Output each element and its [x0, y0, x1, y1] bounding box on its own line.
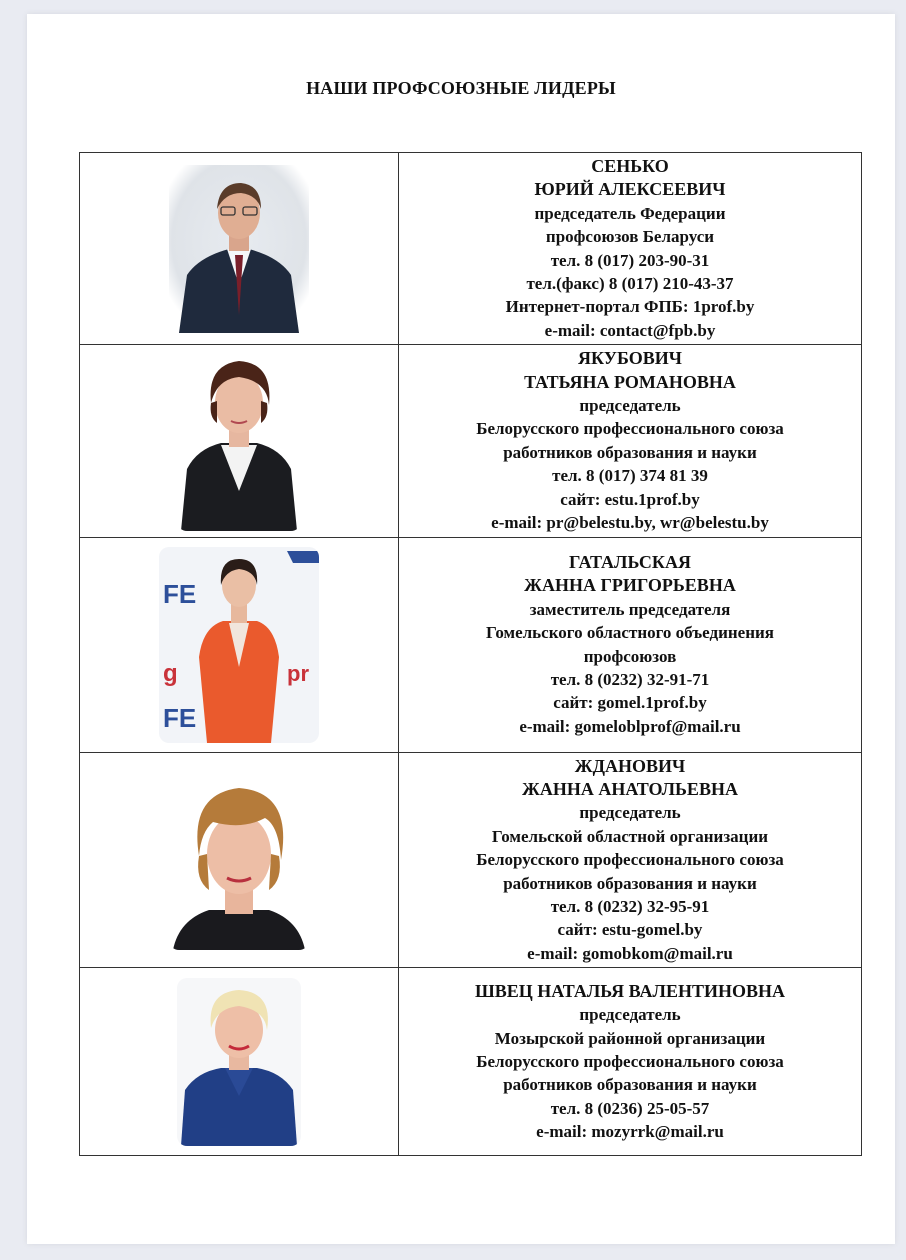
svg-text:g: g — [163, 659, 178, 687]
leader-website: сайт: gomel.1prof.by — [553, 693, 707, 713]
svg-text:FE: FE — [163, 578, 197, 609]
leader-phone: тел. 8 (0236) 25-05-57 — [550, 1098, 710, 1118]
leader-email: e-mail: contact@fpb.by — [544, 320, 716, 340]
leader-position: председатель — [579, 396, 681, 416]
leader-position: работников образования и науки — [503, 873, 757, 893]
photo-cell — [80, 345, 399, 537]
table-row — [80, 345, 862, 537]
leader-phone: тел. 8 (017) 203-90-31 — [550, 250, 710, 270]
leader-website: Интернет-портал ФПБ: 1prof.by — [505, 297, 755, 317]
leader-email: e-mail: gomobkom@mail.ru — [527, 943, 733, 963]
leader-position: профсоюзов Беларуси — [545, 227, 715, 247]
leader-given-name: ТАТЬЯНА РОМАНОВНА — [524, 371, 736, 392]
leader-fax: тел.(факс) 8 (017) 210-43-37 — [526, 274, 734, 294]
leader-position: профсоюзов — [583, 646, 677, 666]
leader-position: Гомельской областной организации — [491, 826, 769, 846]
leader-position: заместитель председателя — [529, 599, 731, 619]
photo-cell — [80, 752, 399, 968]
leader-info — [399, 345, 862, 537]
leader-given-name: ЮРИЙ АЛЕКСЕЕВИЧ — [534, 179, 726, 200]
leader-position: работников образования и науки — [503, 442, 757, 462]
woman-portrait-photo — [177, 978, 301, 1146]
leader-given-name: ЖАННА АНАТОЛЬЕВНА — [522, 778, 738, 799]
document-page — [27, 14, 895, 1244]
leaders-table — [79, 152, 862, 1156]
table-row — [80, 537, 862, 752]
leader-info — [399, 153, 862, 345]
leader-position: председатель — [579, 803, 681, 823]
photo-cell — [80, 537, 399, 752]
leader-surname: ЖДАНОВИЧ — [574, 755, 686, 776]
woman-portrait-photo — [177, 351, 301, 531]
leader-position: Мозырской районной организации — [494, 1028, 766, 1048]
photo-cell — [80, 153, 399, 345]
leader-phone: тел. 8 (017) 374 81 39 — [552, 466, 708, 486]
leader-position: Белорусского профессионального союза — [476, 850, 784, 870]
leader-website: сайт: estu.1prof.by — [560, 489, 700, 509]
leader-surname: СЕНЬКО — [591, 156, 669, 176]
leader-full-name: ШВЕЦ НАТАЛЬЯ ВАЛЕНТИНОВНА — [475, 980, 785, 1001]
page-title: НАШИ ПРОФСОЮЗНЫЕ ЛИДЕРЫ — [306, 78, 616, 98]
leader-phone: тел. 8 (0232) 32-91-71 — [550, 669, 710, 689]
leader-position: Белорусского профессионального союза — [476, 1051, 784, 1071]
leader-info — [399, 968, 862, 1156]
woman-portrait-photo — [169, 770, 309, 950]
leader-position: Гомельского областного объединения — [486, 623, 774, 643]
leader-website: сайт: estu-gomel.by — [557, 920, 703, 940]
leader-email: e-mail: pr@belestu.by, wr@belestu.by — [491, 513, 769, 533]
leader-phone: тел. 8 (0232) 32-95-91 — [550, 896, 710, 916]
table-row — [80, 153, 862, 345]
svg-text:pr: pr — [287, 660, 309, 686]
photo-cell — [80, 968, 399, 1156]
man-portrait-photo — [169, 165, 309, 333]
leader-email: e-mail: mozyrrk@mail.ru — [536, 1122, 724, 1142]
svg-text:FE: FE — [163, 702, 197, 733]
leader-position: председатель Федерации — [534, 203, 726, 223]
table-row — [80, 968, 862, 1156]
leader-position: работников образования и науки — [503, 1075, 757, 1095]
leader-surname: ЯКУБОВИЧ — [578, 348, 682, 369]
table-row — [80, 752, 862, 968]
leader-position: председатель — [579, 1005, 681, 1025]
leader-given-name: ЖАННА ГРИГОРЬЕВНА — [524, 575, 736, 596]
leader-email: e-mail: gomeloblprof@mail.ru — [519, 716, 741, 736]
leader-info — [399, 537, 862, 752]
leader-position: Белорусского профессионального союза — [476, 419, 784, 439]
woman-portrait-photo — [159, 547, 319, 743]
leader-info — [399, 752, 862, 968]
leader-surname: ГАТАЛЬСКАЯ — [569, 551, 691, 572]
